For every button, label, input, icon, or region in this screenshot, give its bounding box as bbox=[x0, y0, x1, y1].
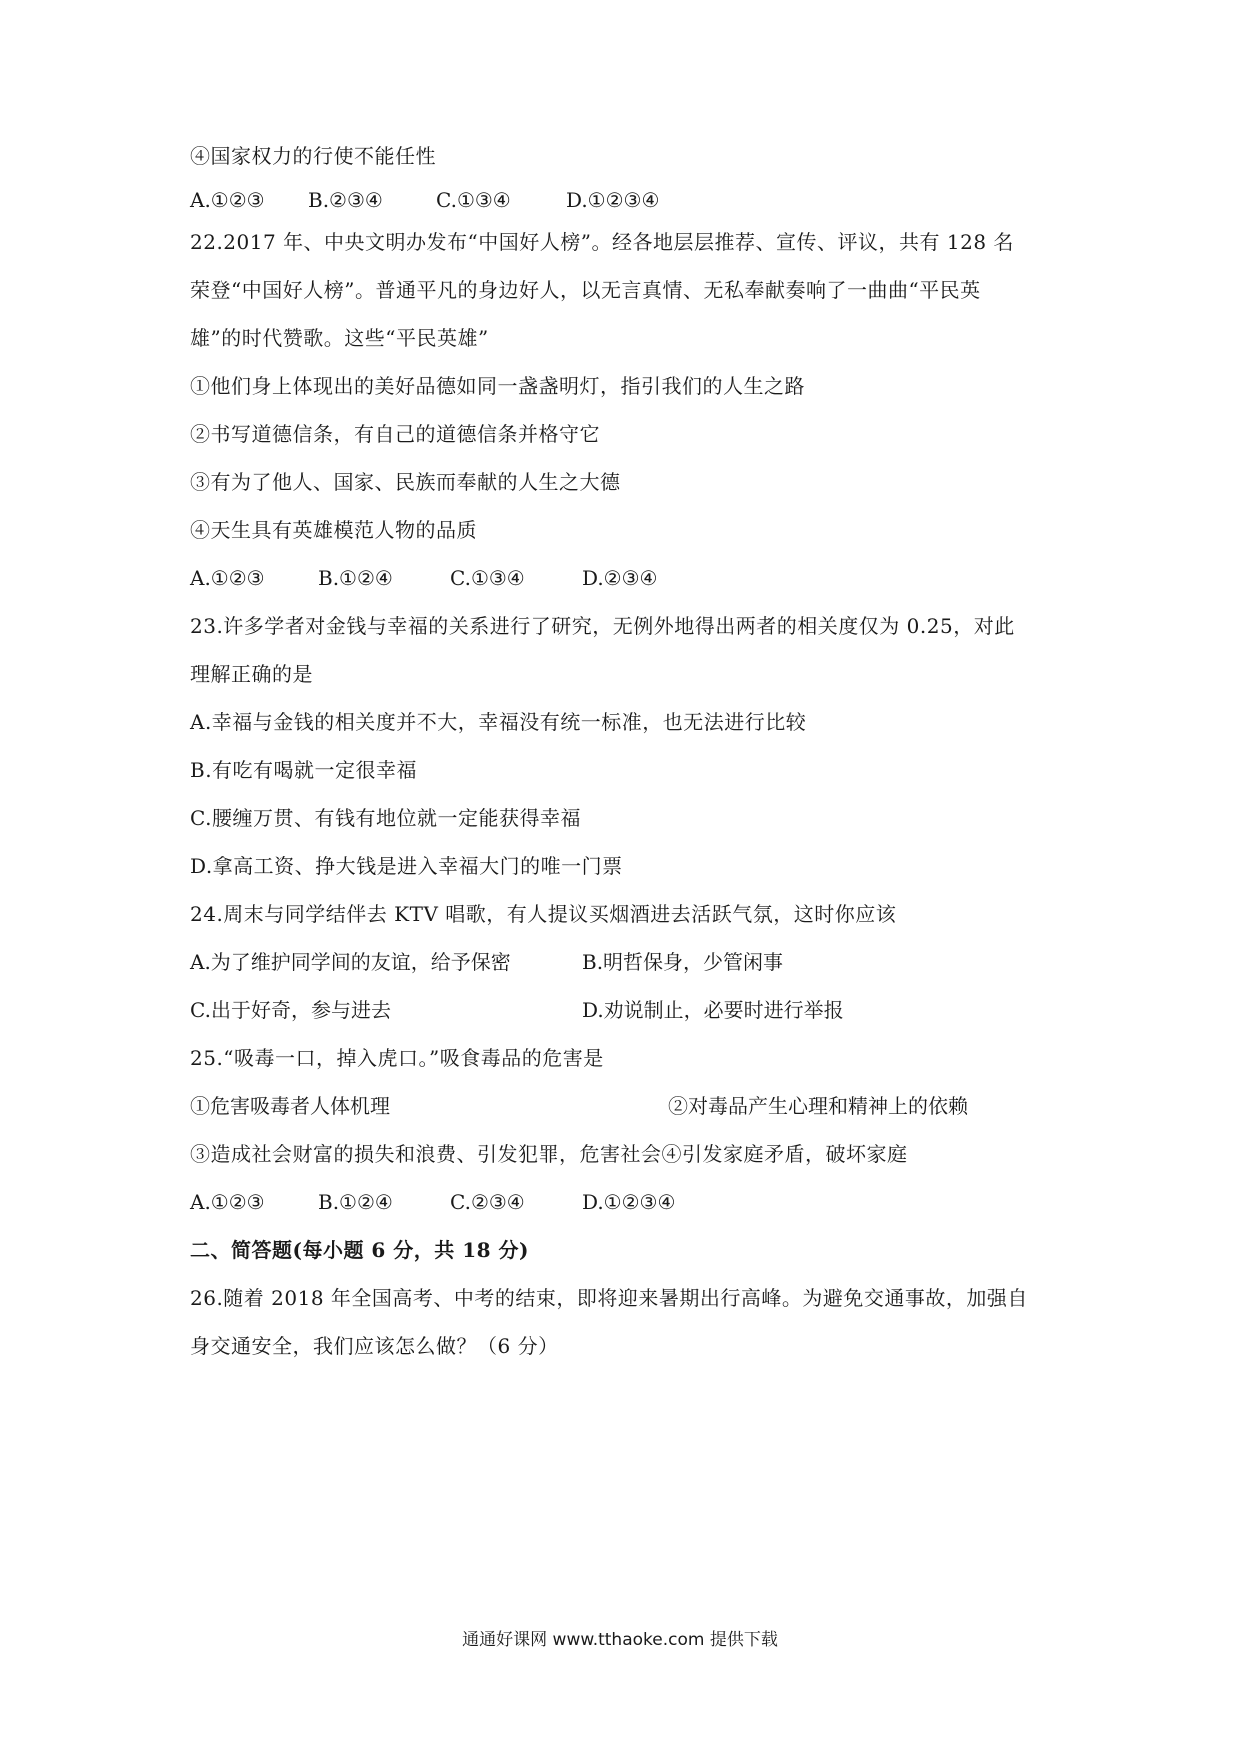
q21-item-4: ④国家权力的行使不能任性 bbox=[190, 144, 436, 168]
q23-option-d: D.拿高工资、挣大钱是进入幸福大门的唯一门票 bbox=[190, 854, 623, 878]
q22-stem-line-3: 雄”的时代赞歌。这些“平民英雄” bbox=[190, 326, 489, 350]
q21-option-a: A.①②③ bbox=[190, 188, 265, 212]
q22-item-1: ①他们身上体现出的美好品德如同一盏盏明灯，指引我们的人生之路 bbox=[190, 374, 805, 398]
q24-stem-line-1: 24.周末与同学结伴去 KTV 唱歌，有人提议买烟酒进去活跃气氛，这时你应该 bbox=[190, 902, 897, 926]
q21-option-d: D.①②③④ bbox=[566, 188, 660, 212]
q24-option-b: B.明哲保身，少管闲事 bbox=[582, 950, 784, 974]
q25-item-3-4: ③造成社会财富的损失和浪费、引发犯罪，危害社会④引发家庭矛盾，破坏家庭 bbox=[190, 1142, 908, 1166]
q23-stem-line-1: 23.许多学者对金钱与幸福的关系进行了研究，无例外地得出两者的相关度仅为 0.25，对此 bbox=[190, 614, 1015, 638]
q23-option-b: B.有吃有喝就一定很幸福 bbox=[190, 758, 418, 782]
q22-stem-line-1: 22.2017 年、中央文明办发布“中国好人榜”。经各地层层推荐、宣传、评议，共有 128 名 bbox=[190, 230, 1014, 254]
q22-option-b: B.①②④ bbox=[318, 566, 393, 590]
q22-item-3: ③有为了他人、国家、民族而奉献的人生之大德 bbox=[190, 470, 621, 494]
q21-option-b: B.②③④ bbox=[308, 188, 383, 212]
q26-stem-line-2: 身交通安全，我们应该怎么做？（6 分） bbox=[190, 1334, 559, 1358]
q22-item-4: ④天生具有英雄模范人物的品质 bbox=[190, 518, 477, 542]
q22-option-d: D.②③④ bbox=[582, 566, 658, 590]
q25-option-a: A.①②③ bbox=[190, 1190, 265, 1214]
q22-item-2: ②书写道德信条，有自己的道德信条并格守它 bbox=[190, 422, 600, 446]
q25-option-c: C.②③④ bbox=[450, 1190, 525, 1214]
q24-option-c: C.出于好奇，参与进去 bbox=[190, 998, 391, 1022]
q24-option-a: A.为了维护同学间的友谊，给予保密 bbox=[190, 950, 511, 974]
q22-stem-line-2: 荣登“中国好人榜”。普通平凡的身边好人，以无言真情、无私奉献奏响了一曲曲“平民英 bbox=[190, 278, 981, 302]
q23-stem-line-2: 理解正确的是 bbox=[190, 662, 313, 686]
q25-option-b: B.①②④ bbox=[318, 1190, 393, 1214]
q21-option-c: C.①③④ bbox=[436, 188, 511, 212]
q23-option-c: C.腰缠万贯、有钱有地位就一定能获得幸福 bbox=[190, 806, 581, 830]
q23-option-a: A.幸福与金钱的相关度并不大，幸福没有统一标准，也无法进行比较 bbox=[190, 710, 807, 734]
q25-stem-line-1: 25.“吸毒一口，掉入虎口。”吸食毒品的危害是 bbox=[190, 1046, 604, 1070]
q25-item-1: ①危害吸毒者人体机理 bbox=[190, 1094, 390, 1118]
page-footer: 通通好课网 www.tthaoke.com 提供下载 bbox=[462, 1630, 778, 1650]
q24-option-d: D.劝说制止，必要时进行举报 bbox=[582, 998, 844, 1022]
q26-stem-line-1: 26.随着 2018 年全国高考、中考的结束，即将迎来暑期出行高峰。为避免交通事故，加强自 bbox=[190, 1286, 1028, 1310]
q25-item-2: ②对毒品产生心理和精神上的依赖 bbox=[668, 1094, 968, 1118]
q25-option-d: D.①②③④ bbox=[582, 1190, 676, 1214]
q22-option-c: C.①③④ bbox=[450, 566, 525, 590]
section-heading: 二、简答题(每小题 6 分，共 18 分) bbox=[190, 1238, 530, 1262]
q22-option-a: A.①②③ bbox=[190, 566, 265, 590]
